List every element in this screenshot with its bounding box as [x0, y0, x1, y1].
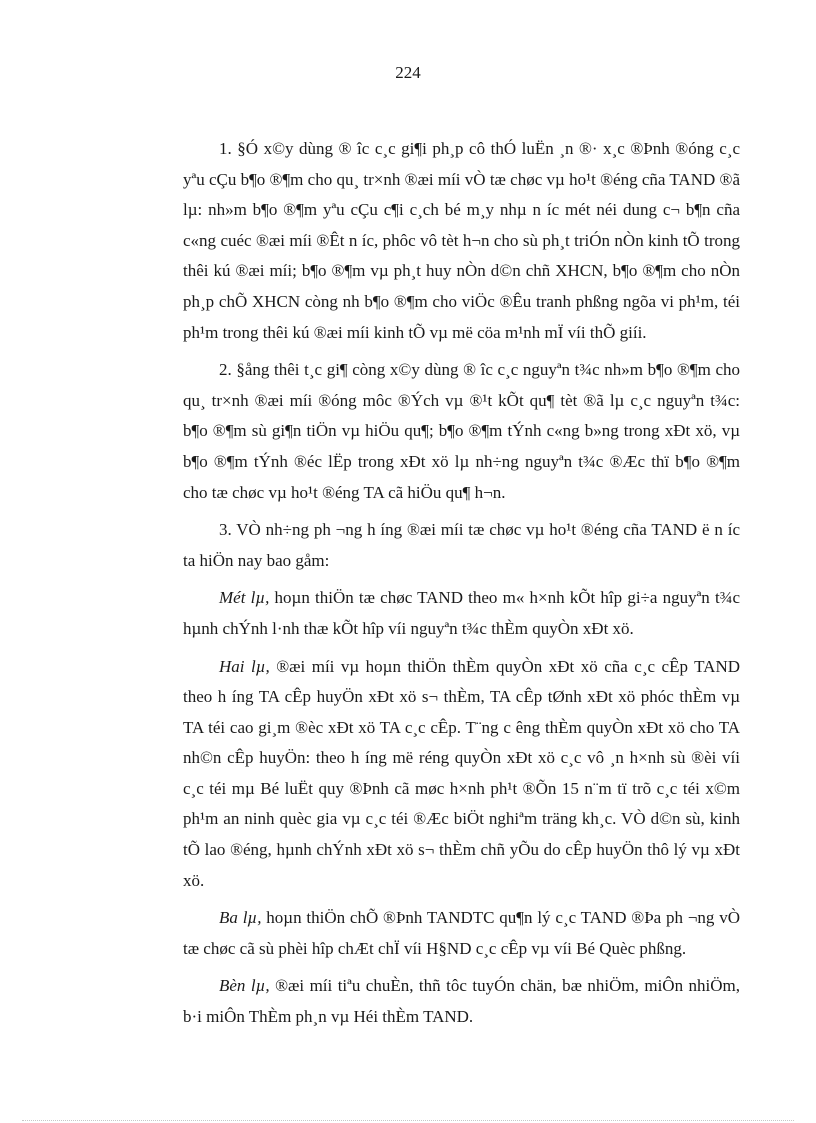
paragraph-lead: Bèn lµ,	[219, 976, 270, 996]
paragraph-text: hoµn thiÖn tæ chøc TAND theo m« h×nh kÕt hîp gi÷a nguyªn t¾c hµnh chÝnh l·nh thæ kÕt hîp víi nguyªn t¾c thÈm quyÒn xÐt xö.	[183, 588, 740, 638]
paragraph-text: 3. VÒ nh÷ng ph ¬ng h íng ®æi míi tæ chøc vµ ho¹t ®éng cña TAND ë n íc ta hiÖn nay bao gåm:	[183, 520, 740, 570]
paragraph-7	[183, 971, 740, 1032]
paragraph-1	[183, 134, 740, 348]
paragraph-text: ®æi míi tiªu chuÈn, thñ tôc tuyÓn chän, bæ nhiÖm, miÔn nhiÖm, b·i miÔn ThÈm ph¸n vµ Héi thÈm TAND.	[183, 976, 741, 1027]
body-text	[183, 134, 740, 1040]
page-bottom-divider	[22, 1120, 794, 1121]
paragraph-5	[183, 652, 740, 897]
paragraph-2	[183, 355, 740, 508]
paragraph-6	[183, 903, 740, 964]
paragraph-4	[183, 583, 740, 644]
page-number: 224	[395, 63, 421, 82]
paragraph-text: 1. §Ó x©y dùng ® îc c¸c gi¶i ph¸p cô thÓ luËn ¸n ®· x¸c ®Þnh ®óng c¸c yªu cÇu b¶o ®¶m cho qu¸ tr×nh ®æi míi vÒ tæ chøc vµ ho¹t ®éng cña TAND ®ã lµ: nh»m b¶o ®¶m yªu cÇu c¶i c¸ch bé m¸y nhµ n íc mét néi dung c¬ b¶n cña c«ng cuéc ®æi míi ®Êt n íc, phôc vô tèt h¬n cho sù ph¸t triÓn nÒn kinh tÕ trong thêi kú ®æi míi; b¶o ®¶m vµ ph¸t huy nÒn d©n chñ XHCN, b¶o ®¶m cho nÒn ph¸p chÕ XHCN còng nh b¶o ®¶m cho viÖc ®Êu tranh phßng ngõa vi ph¹m, téi ph¹m trong thêi kú ®æi míi kinh tÕ vµ më cöa m¹nh mÏ víi thÕ giíi.	[183, 139, 740, 342]
paragraph-text: 2. §ång thêi t¸c gi¶ còng x©y dùng ® îc c¸c nguyªn t¾c nh»m b¶o ®¶m cho qu¸ tr×nh ®æi míi ®óng môc ®Ých vµ ®¹t kÕt qu¶ tèt ®ã lµ c¸c nguyªn t¾c: b¶o ®¶m sù gi¶n tiÖn vµ hiÖu qu¶; b¶o ®¶m tÝnh c«ng b»ng trong xÐt xö, vµ b¶o ®¶m tÝnh ®éc lËp trong xÐt xö lµ nh÷ng nguyªn t¾c ®Æc thï b¶o ®¶m cho tæ chøc vµ ho¹t ®éng TA cã hiÖu qu¶ h¬n.	[183, 360, 740, 502]
paragraph-3	[183, 515, 740, 576]
paragraph-lead: Mét lµ,	[219, 588, 270, 608]
paragraph-lead: Hai lµ,	[219, 656, 270, 676]
paragraph-text: ®æi míi vµ hoµn thiÖn thÈm quyÒn xÐt xö cña c¸c cÊp TAND theo h íng TA cÊp huyÖn xÐt xö s¬ thÈm, TA cÊp tØnh xÐt xö phóc thÈm vµ TA téi cao gi¸m ®èc xÐt xö TA c¸c cÊp. T¨ng c êng thÈm quyÒn xÐt xö cho TA nh©n cÊp huyÖn: theo h íng më réng quyÒn xÐt xö c¸c vô ¸n h×nh sù ®èi víi c¸c téi mµ Bé luËt quy ®Þnh cã møc h×nh ph¹t ®Õn 15 n¨m tï trõ c¸c téi x©m ph¹m an ninh quèc gia vµ c¸c téi ®Æc biÖt nghiªm träng kh¸c. VÒ d©n sù, kinh tÕ lao ®éng, hµnh chÝnh xÐt xö s¬ thÈm chñ yÕu do cÊp huyÖn thô lý vµ xÐt xö.	[183, 656, 740, 890]
paragraph-text: hoµn thiÖn chÕ ®Þnh TANDTC qu¶n lý c¸c TAND ®Þa ph ¬ng vÒ tæ chøc cã sù phèi hîp chÆt chÏ víi H§ND c¸c cÊp vµ víi Bé Quèc phßng.	[183, 908, 740, 958]
paragraph-lead: Ba lµ,	[219, 908, 262, 928]
